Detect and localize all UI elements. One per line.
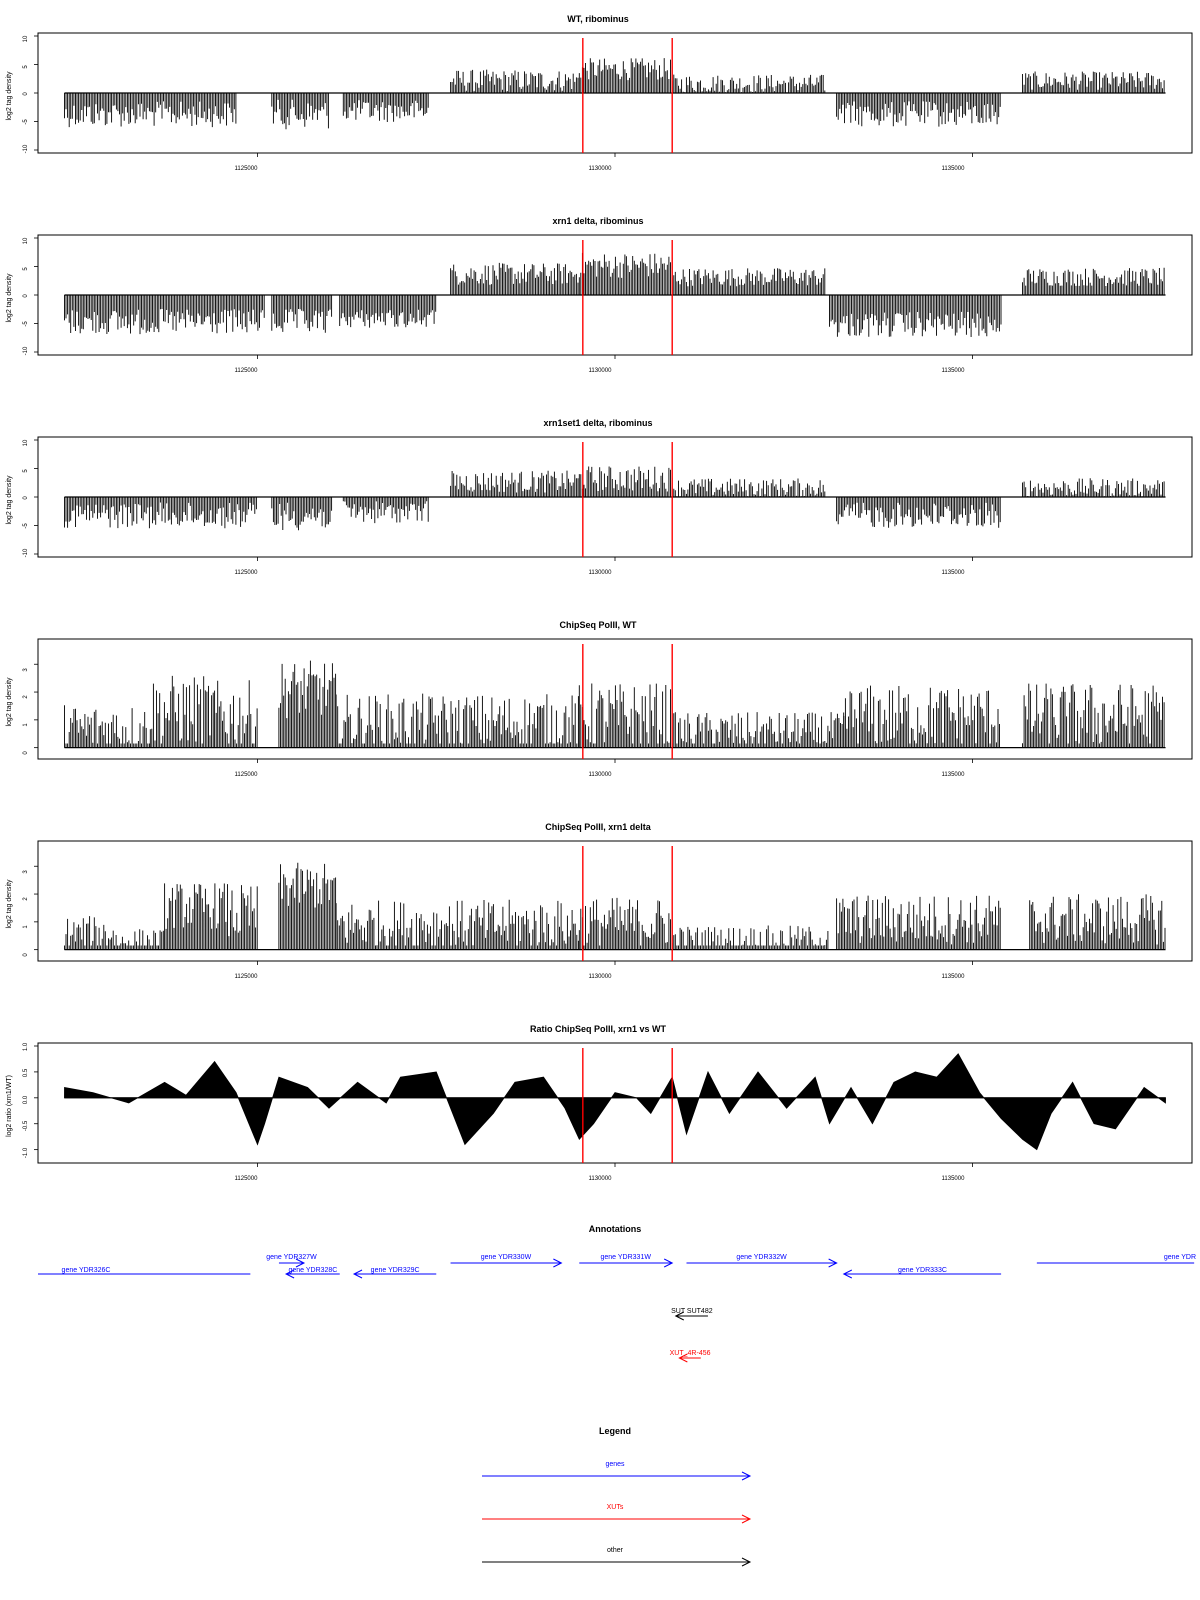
bar-segment <box>837 896 1001 950</box>
y-tick-label: 5 <box>23 65 29 69</box>
gene-feature-label: gene YDR327W <box>266 1254 317 1261</box>
y-tick-label: 0 <box>23 496 29 500</box>
y-axis-label: log2 tag density <box>6 475 13 525</box>
gene-feature-label: gene YDR332W <box>736 1254 787 1261</box>
x-tick-label: 1125000 <box>234 570 258 576</box>
xut-feature-label: XUT_4R-456 <box>669 1350 711 1357</box>
ratio-area <box>64 1054 1165 1150</box>
x-tick-label: 1135000 <box>941 166 965 172</box>
x-tick-label: 1130000 <box>588 166 612 172</box>
bar-segment <box>165 883 228 949</box>
y-tick-label: -10 <box>23 144 29 154</box>
bar-segment <box>672 712 844 748</box>
y-tick-label: 1 <box>23 925 29 929</box>
y-tick-label: 1 <box>23 723 29 727</box>
x-tick-label: 1135000 <box>941 1176 965 1182</box>
y-axis-label: log2 tag density <box>6 71 13 121</box>
bar-segment <box>1023 72 1165 94</box>
x-tick-label: 1130000 <box>588 570 612 576</box>
data-series <box>34 846 1166 965</box>
bar-segment <box>215 680 258 747</box>
legend-item-label: XUTs <box>606 1504 624 1511</box>
other-feature-label: SUT SUT482 <box>671 1308 713 1315</box>
y-tick-label: 2 <box>23 897 29 901</box>
y-tick-label: 0.0 <box>23 1095 29 1105</box>
bar-segment <box>672 479 825 498</box>
y-tick-label: 10 <box>23 35 29 43</box>
panel-xrn1set1-ribominus <box>6 418 1192 576</box>
y-axis-label: log2 ratio (xrn1/WT) <box>6 1075 13 1137</box>
data-series <box>34 36 1166 157</box>
bar-segment <box>343 497 428 523</box>
panel-title: Ratio ChipSeq PolII, xrn1 vs WT <box>529 1024 667 1034</box>
x-tick-label: 1130000 <box>588 772 612 778</box>
panel-title: xrn1set1 delta, ribominus <box>543 418 653 428</box>
bar-segment <box>336 694 578 748</box>
bar-segment <box>579 467 672 498</box>
y-tick-label: -0.5 <box>23 1120 29 1132</box>
bar-segment <box>272 93 329 129</box>
panel-xrn1-ribominus <box>6 216 1192 374</box>
legend <box>482 1426 750 1566</box>
gene-feature-label: gene YDR330W <box>480 1254 532 1261</box>
y-tick-label: 2 <box>23 695 29 699</box>
y-axis-label: log2 tag density <box>6 273 13 323</box>
y-tick-label: 0 <box>23 92 29 96</box>
y-axis-label: log2 tag density <box>6 879 13 929</box>
annotation-features <box>38 1254 1196 1362</box>
bar-segment <box>65 705 150 748</box>
annotations-track <box>38 1224 1196 1362</box>
x-tick-label: 1130000 <box>588 1176 612 1182</box>
gene-feature-label: gene YDR333C <box>897 1267 947 1274</box>
bar-segment <box>340 295 436 328</box>
bar-segment <box>830 295 1002 337</box>
x-tick-label: 1125000 <box>234 1176 258 1182</box>
bar-segment <box>837 93 1001 127</box>
panel-chipseq-wt <box>6 620 1192 778</box>
data-series <box>34 644 1166 763</box>
y-tick-label: 10 <box>23 439 29 447</box>
y-tick-label: -5 <box>23 321 29 327</box>
bar-segment <box>65 497 257 528</box>
y-tick-label: 0 <box>23 751 29 755</box>
bar-segment <box>279 661 336 748</box>
bar-segment <box>272 295 332 333</box>
bar-segment <box>837 497 1001 528</box>
y-tick-label: 5 <box>23 469 29 473</box>
panel-title: xrn1 delta, ribominus <box>552 216 644 226</box>
y-axis-label: log2 tag density <box>6 677 13 727</box>
panel-chipseq-xrn1 <box>6 822 1192 980</box>
x-tick-label: 1135000 <box>941 974 965 980</box>
panel-title: WT, ribominus <box>567 14 629 24</box>
gene-feature-label: gene YDR329C <box>370 1267 420 1274</box>
bar-segment <box>150 676 213 748</box>
bar-segment <box>579 253 672 295</box>
x-tick-label: 1130000 <box>588 368 612 374</box>
bar-segment <box>279 863 336 950</box>
gene-feature-label: gene YDR328C <box>288 1267 338 1274</box>
bar-segment <box>579 898 672 950</box>
bar-segment <box>451 263 578 295</box>
bar-segment <box>65 916 114 950</box>
bar-segment <box>579 58 672 93</box>
y-tick-label: -1.0 <box>23 1147 29 1159</box>
x-tick-label: 1135000 <box>941 570 965 576</box>
bar-segment <box>1030 894 1165 950</box>
bar-segment <box>343 93 428 122</box>
annotations-title: Annotations <box>588 1224 642 1234</box>
gene-feature-label: gene YDR326C <box>61 1267 111 1274</box>
panel-wt-ribominus <box>6 14 1192 172</box>
x-tick-label: 1135000 <box>941 772 965 778</box>
x-tick-label: 1125000 <box>234 166 258 172</box>
bar-segment <box>229 885 257 950</box>
bar-segment <box>65 295 265 334</box>
y-tick-label: 1.0 <box>23 1042 29 1052</box>
y-tick-label: -5 <box>23 523 29 529</box>
legend-item-label: genes <box>605 1461 625 1468</box>
bar-segment <box>451 70 578 93</box>
y-tick-label: -10 <box>23 548 29 558</box>
data-series <box>34 440 1166 561</box>
x-tick-label: 1135000 <box>941 368 965 374</box>
y-tick-label: 0.5 <box>23 1068 29 1078</box>
x-tick-label: 1125000 <box>234 368 258 374</box>
bar-segment <box>65 93 236 127</box>
gene-feature-label: gene YDR331W <box>600 1254 651 1261</box>
y-tick-label: -5 <box>23 119 29 125</box>
y-tick-label: 10 <box>23 237 29 245</box>
y-tick-label: 3 <box>23 870 29 874</box>
legend-items <box>482 1461 750 1566</box>
panel-title: ChipSeq PolII, WT <box>559 620 637 630</box>
x-tick-label: 1130000 <box>588 974 612 980</box>
gene-feature-label: gene YDR <box>1163 1254 1196 1261</box>
bar-segment <box>672 75 825 93</box>
y-tick-label: 5 <box>23 267 29 271</box>
bar-segment <box>672 268 825 295</box>
bar-segment <box>336 900 578 950</box>
y-tick-label: 0 <box>23 294 29 298</box>
panel-title: ChipSeq PolII, xrn1 delta <box>545 822 651 832</box>
legend-item-label: other <box>607 1547 623 1554</box>
data-series <box>34 238 1166 359</box>
bar-segment <box>844 686 1000 748</box>
y-tick-label: 3 <box>23 668 29 672</box>
bar-segment <box>1023 684 1165 748</box>
y-tick-label: 0 <box>23 953 29 957</box>
bar-segment <box>1023 478 1165 497</box>
bar-segment <box>672 926 828 950</box>
panel-ratio <box>6 1024 1192 1182</box>
legend-title: Legend <box>598 1426 632 1436</box>
bar-segment <box>1023 268 1165 295</box>
bar-segment <box>272 497 332 530</box>
y-tick-label: -10 <box>23 346 29 356</box>
data-series <box>34 1046 1166 1167</box>
bar-segment <box>115 929 164 950</box>
bar-segment <box>451 471 578 497</box>
x-tick-label: 1125000 <box>234 974 258 980</box>
bar-segment <box>579 684 672 748</box>
x-tick-label: 1125000 <box>234 772 258 778</box>
